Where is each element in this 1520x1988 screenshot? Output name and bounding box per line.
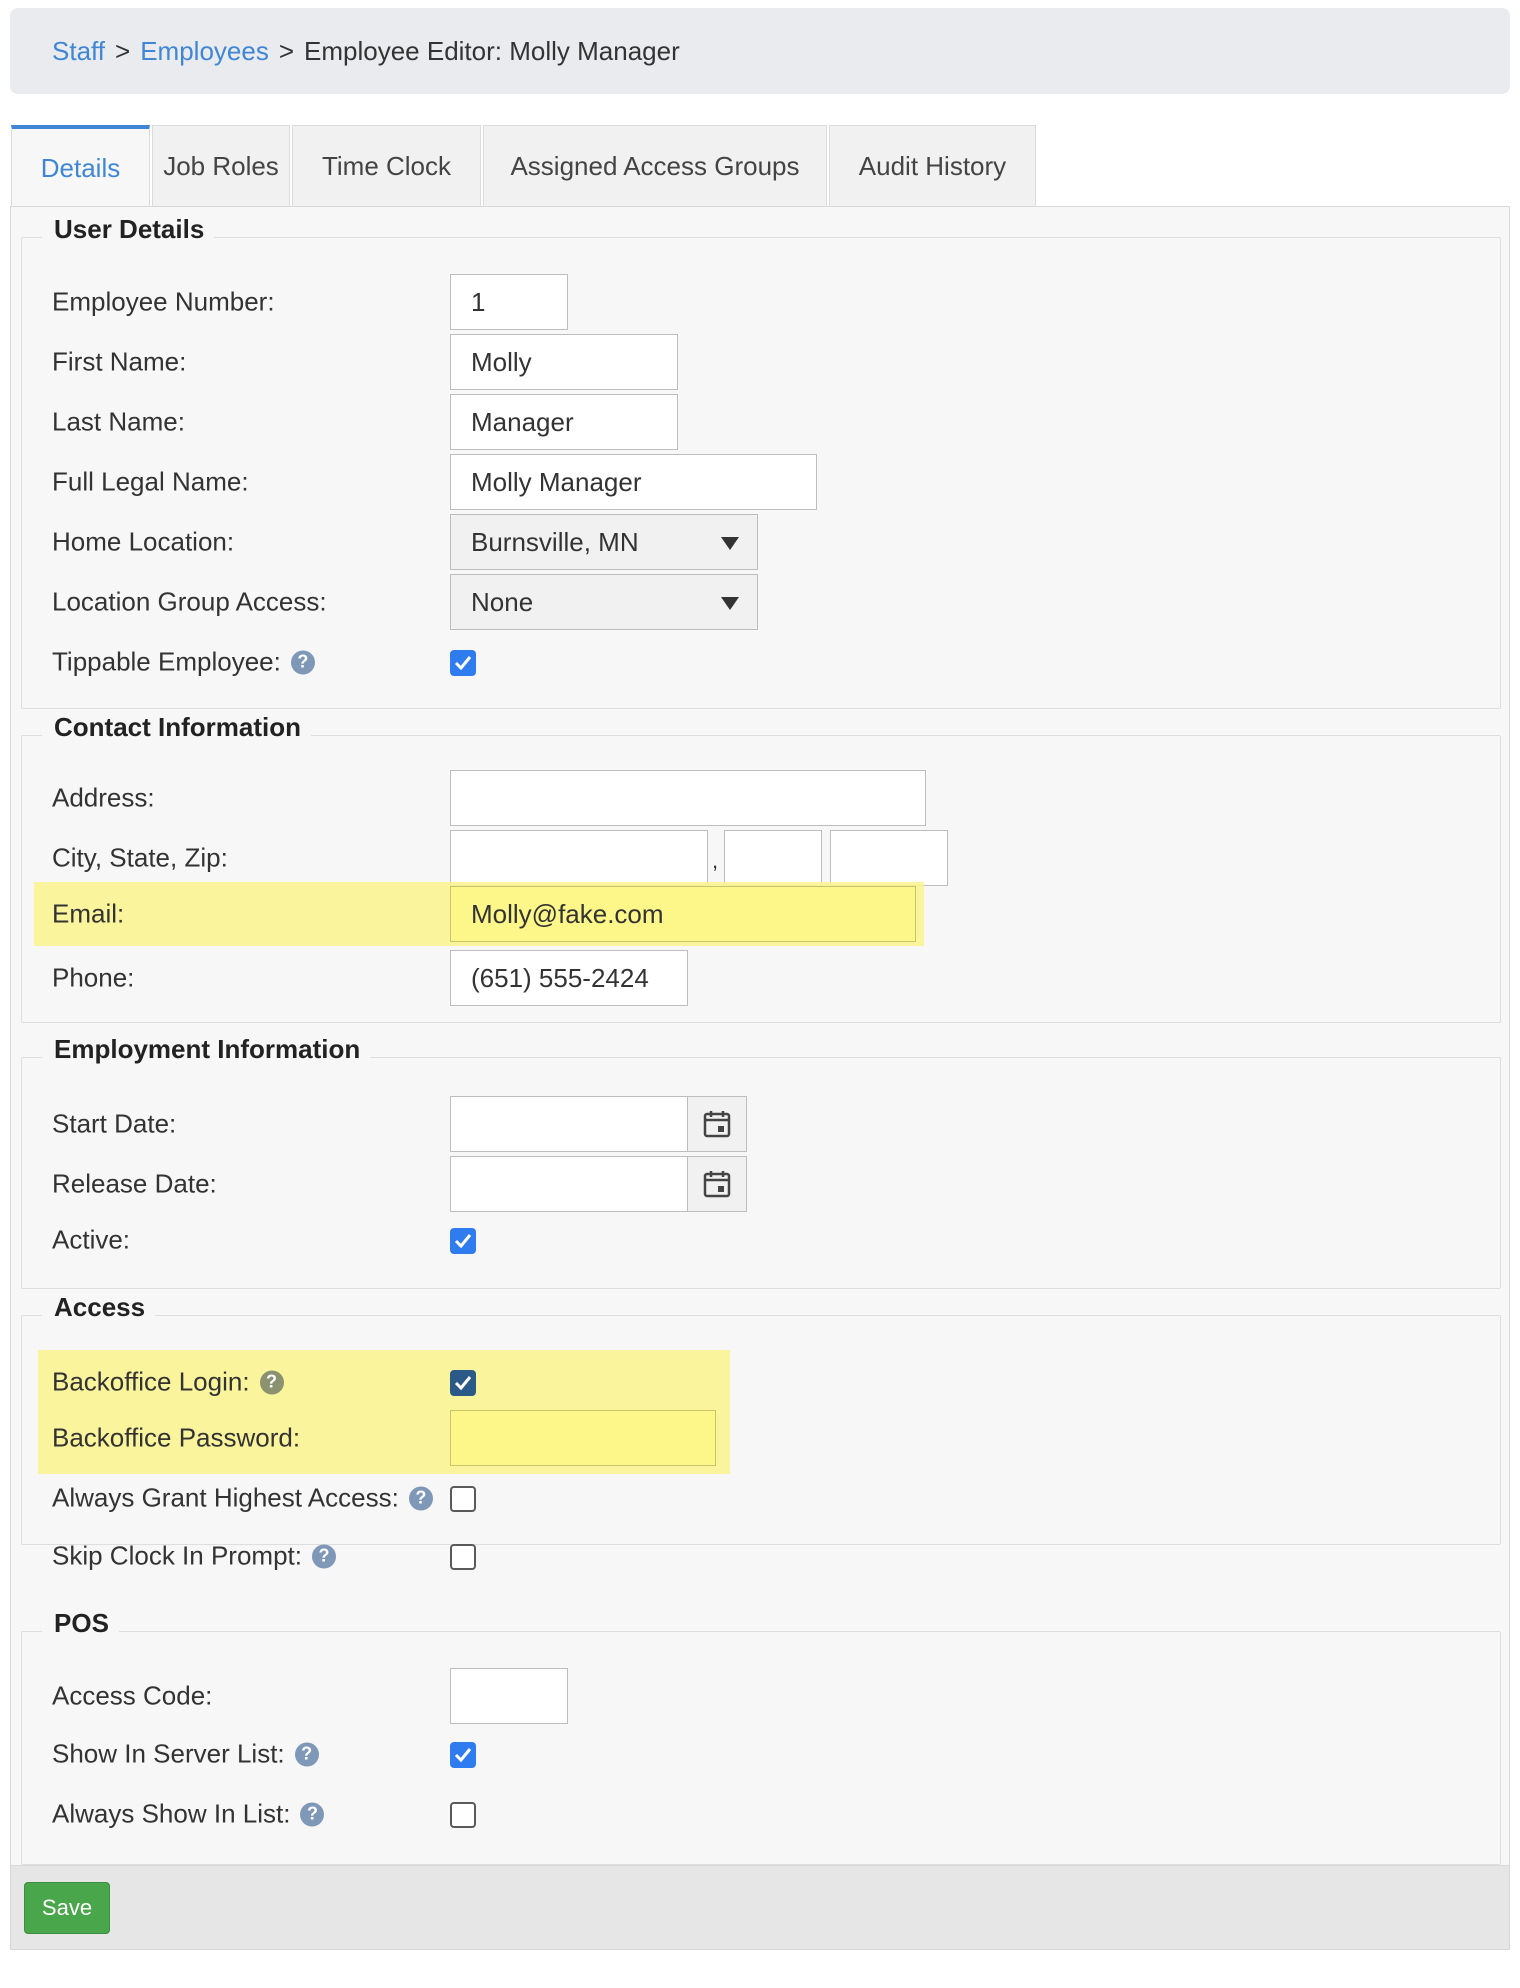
release-date-row: [22, 1156, 1500, 1212]
access-code-input[interactable]: [450, 1668, 568, 1724]
location-group-access-label: Location Group Access:: [52, 586, 327, 617]
tab-job-roles[interactable]: Job Roles: [152, 125, 290, 207]
save-button[interactable]: Save: [24, 1882, 110, 1934]
help-icon[interactable]: ?: [295, 1742, 319, 1766]
section-title: POS: [42, 1608, 119, 1639]
always-grant-highest-label: [52, 1483, 433, 1514]
full-legal-name-row: [22, 454, 1500, 510]
employee-number-row: [22, 274, 1500, 330]
city-state-separator: ,: [712, 848, 719, 873]
help-icon[interactable]: ?: [260, 1370, 284, 1394]
contact-information-section: [21, 712, 1501, 1023]
section-title: Access: [42, 1292, 155, 1323]
tab-details[interactable]: Details: [11, 125, 150, 207]
backoffice-login-text: Backoffice Login:: [52, 1366, 250, 1397]
location-group-access-select[interactable]: [450, 574, 758, 630]
backoffice-login-label: [52, 1367, 284, 1398]
tab-bar: [11, 125, 1038, 207]
backoffice-login-row: [22, 1354, 1500, 1410]
start-date-row: [22, 1096, 1500, 1152]
skip-clock-in-row: [22, 1528, 1500, 1584]
email-input[interactable]: Molly@fake.com: [450, 886, 916, 942]
breadcrumb: [10, 8, 1510, 94]
start-date-calendar-button[interactable]: [687, 1096, 747, 1152]
tippable-employee-row: [22, 634, 1500, 690]
address-row: [22, 770, 1500, 826]
city-state-zip-row: [22, 830, 1500, 886]
breadcrumb-staff-link[interactable]: Staff: [52, 35, 106, 66]
always-show-in-list-checkbox[interactable]: [450, 1802, 476, 1828]
phone-input[interactable]: (651) 555-2424: [450, 950, 688, 1006]
release-date-label: Release Date:: [52, 1168, 217, 1199]
always-show-in-list-row: [22, 1786, 1500, 1842]
location-group-access-row: [22, 574, 1500, 630]
active-checkbox[interactable]: [450, 1228, 476, 1254]
checkmark-icon: [452, 1230, 474, 1252]
user-details-section: [21, 214, 1501, 709]
location-group-access-value: None: [471, 586, 534, 617]
show-in-server-list-label: [52, 1739, 319, 1770]
tab-assigned-access-groups[interactable]: Assigned Access Groups: [483, 125, 827, 207]
full-legal-name-label: Full Legal Name:: [52, 466, 249, 497]
access-code-row: [22, 1668, 1500, 1724]
first-name-input[interactable]: Molly: [450, 334, 678, 390]
email-row: [22, 886, 1500, 942]
tab-time-clock[interactable]: Time Clock: [292, 125, 481, 207]
show-in-server-list-text: Show In Server List:: [52, 1738, 285, 1769]
active-row: [22, 1212, 1500, 1268]
tippable-employee-text: Tippable Employee:: [52, 646, 281, 677]
backoffice-password-row: [22, 1410, 1500, 1466]
backoffice-password-label: Backoffice Password:: [52, 1422, 301, 1453]
employee-number-label: Employee Number:: [52, 286, 275, 317]
email-label: Email:: [52, 898, 125, 929]
home-location-row: [22, 514, 1500, 570]
show-in-server-list-row: [22, 1726, 1500, 1782]
employee-number-input[interactable]: 1: [450, 274, 568, 330]
phone-row: [22, 950, 1500, 1006]
active-label: Active:: [52, 1224, 131, 1255]
employment-information-section: [21, 1034, 1501, 1289]
phone-label: Phone:: [52, 962, 135, 993]
backoffice-login-checkbox[interactable]: [450, 1370, 476, 1396]
address-input[interactable]: [450, 770, 926, 826]
full-legal-name-input[interactable]: Molly Manager: [450, 454, 817, 510]
section-title: User Details: [42, 214, 214, 245]
start-date-label: Start Date:: [52, 1108, 177, 1139]
breadcrumb-separator: >: [115, 35, 131, 66]
help-icon[interactable]: ?: [312, 1544, 336, 1568]
first-name-label: First Name:: [52, 346, 187, 377]
section-title: Employment Information: [42, 1034, 370, 1065]
release-date-input[interactable]: [450, 1156, 688, 1212]
caret-down-icon: [721, 537, 739, 550]
last-name-input[interactable]: Manager: [450, 394, 678, 450]
last-name-row: [22, 394, 1500, 450]
calendar-icon: [702, 1169, 732, 1199]
details-panel: [10, 206, 1510, 1866]
breadcrumb-separator: >: [278, 35, 295, 66]
release-date-calendar-button[interactable]: [687, 1156, 747, 1212]
access-code-label: Access Code:: [52, 1680, 213, 1711]
help-icon[interactable]: ?: [409, 1486, 433, 1510]
always-show-in-list-text: Always Show In List:: [52, 1798, 291, 1829]
section-title: Contact Information: [42, 712, 311, 743]
skip-clock-in-label: [52, 1541, 336, 1572]
pos-section: [21, 1608, 1501, 1865]
always-show-in-list-label: [52, 1799, 324, 1830]
checkmark-icon: [452, 1372, 474, 1394]
breadcrumb-current: Employee Editor: Molly Manager: [304, 35, 680, 66]
city-input[interactable]: [450, 830, 708, 886]
show-in-server-list-checkbox[interactable]: [450, 1742, 476, 1768]
start-date-input[interactable]: [450, 1096, 688, 1152]
breadcrumb-employees-link[interactable]: Employees: [140, 35, 269, 66]
zip-input[interactable]: [830, 830, 948, 886]
state-input[interactable]: [724, 830, 822, 886]
address-label: Address:: [52, 782, 155, 813]
backoffice-password-input[interactable]: [450, 1410, 716, 1466]
skip-clock-in-checkbox[interactable]: [450, 1544, 476, 1570]
form-footer: [10, 1866, 1510, 1950]
city-state-zip-label: City, State, Zip:: [52, 842, 228, 873]
calendar-icon: [702, 1109, 732, 1139]
caret-down-icon: [721, 597, 739, 610]
always-grant-highest-text: Always Grant Highest Access:: [52, 1482, 399, 1513]
checkmark-icon: [452, 1744, 474, 1766]
tab-audit-history[interactable]: Audit History: [829, 125, 1036, 207]
home-location-value: Burnsville, MN: [471, 526, 639, 557]
tippable-employee-checkbox[interactable]: [450, 650, 476, 676]
always-grant-highest-row: [22, 1470, 1500, 1526]
help-icon[interactable]: ?: [291, 650, 315, 674]
home-location-label: Home Location:: [52, 526, 235, 557]
always-grant-highest-checkbox[interactable]: [450, 1486, 476, 1512]
last-name-label: Last Name:: [52, 406, 185, 437]
help-icon[interactable]: ?: [300, 1802, 324, 1826]
skip-clock-in-text: Skip Clock In Prompt:: [52, 1540, 302, 1571]
checkmark-icon: [452, 652, 474, 674]
access-section: [21, 1292, 1501, 1571]
tippable-employee-label: [52, 647, 315, 678]
home-location-select[interactable]: [450, 514, 758, 570]
first-name-row: [22, 334, 1500, 390]
